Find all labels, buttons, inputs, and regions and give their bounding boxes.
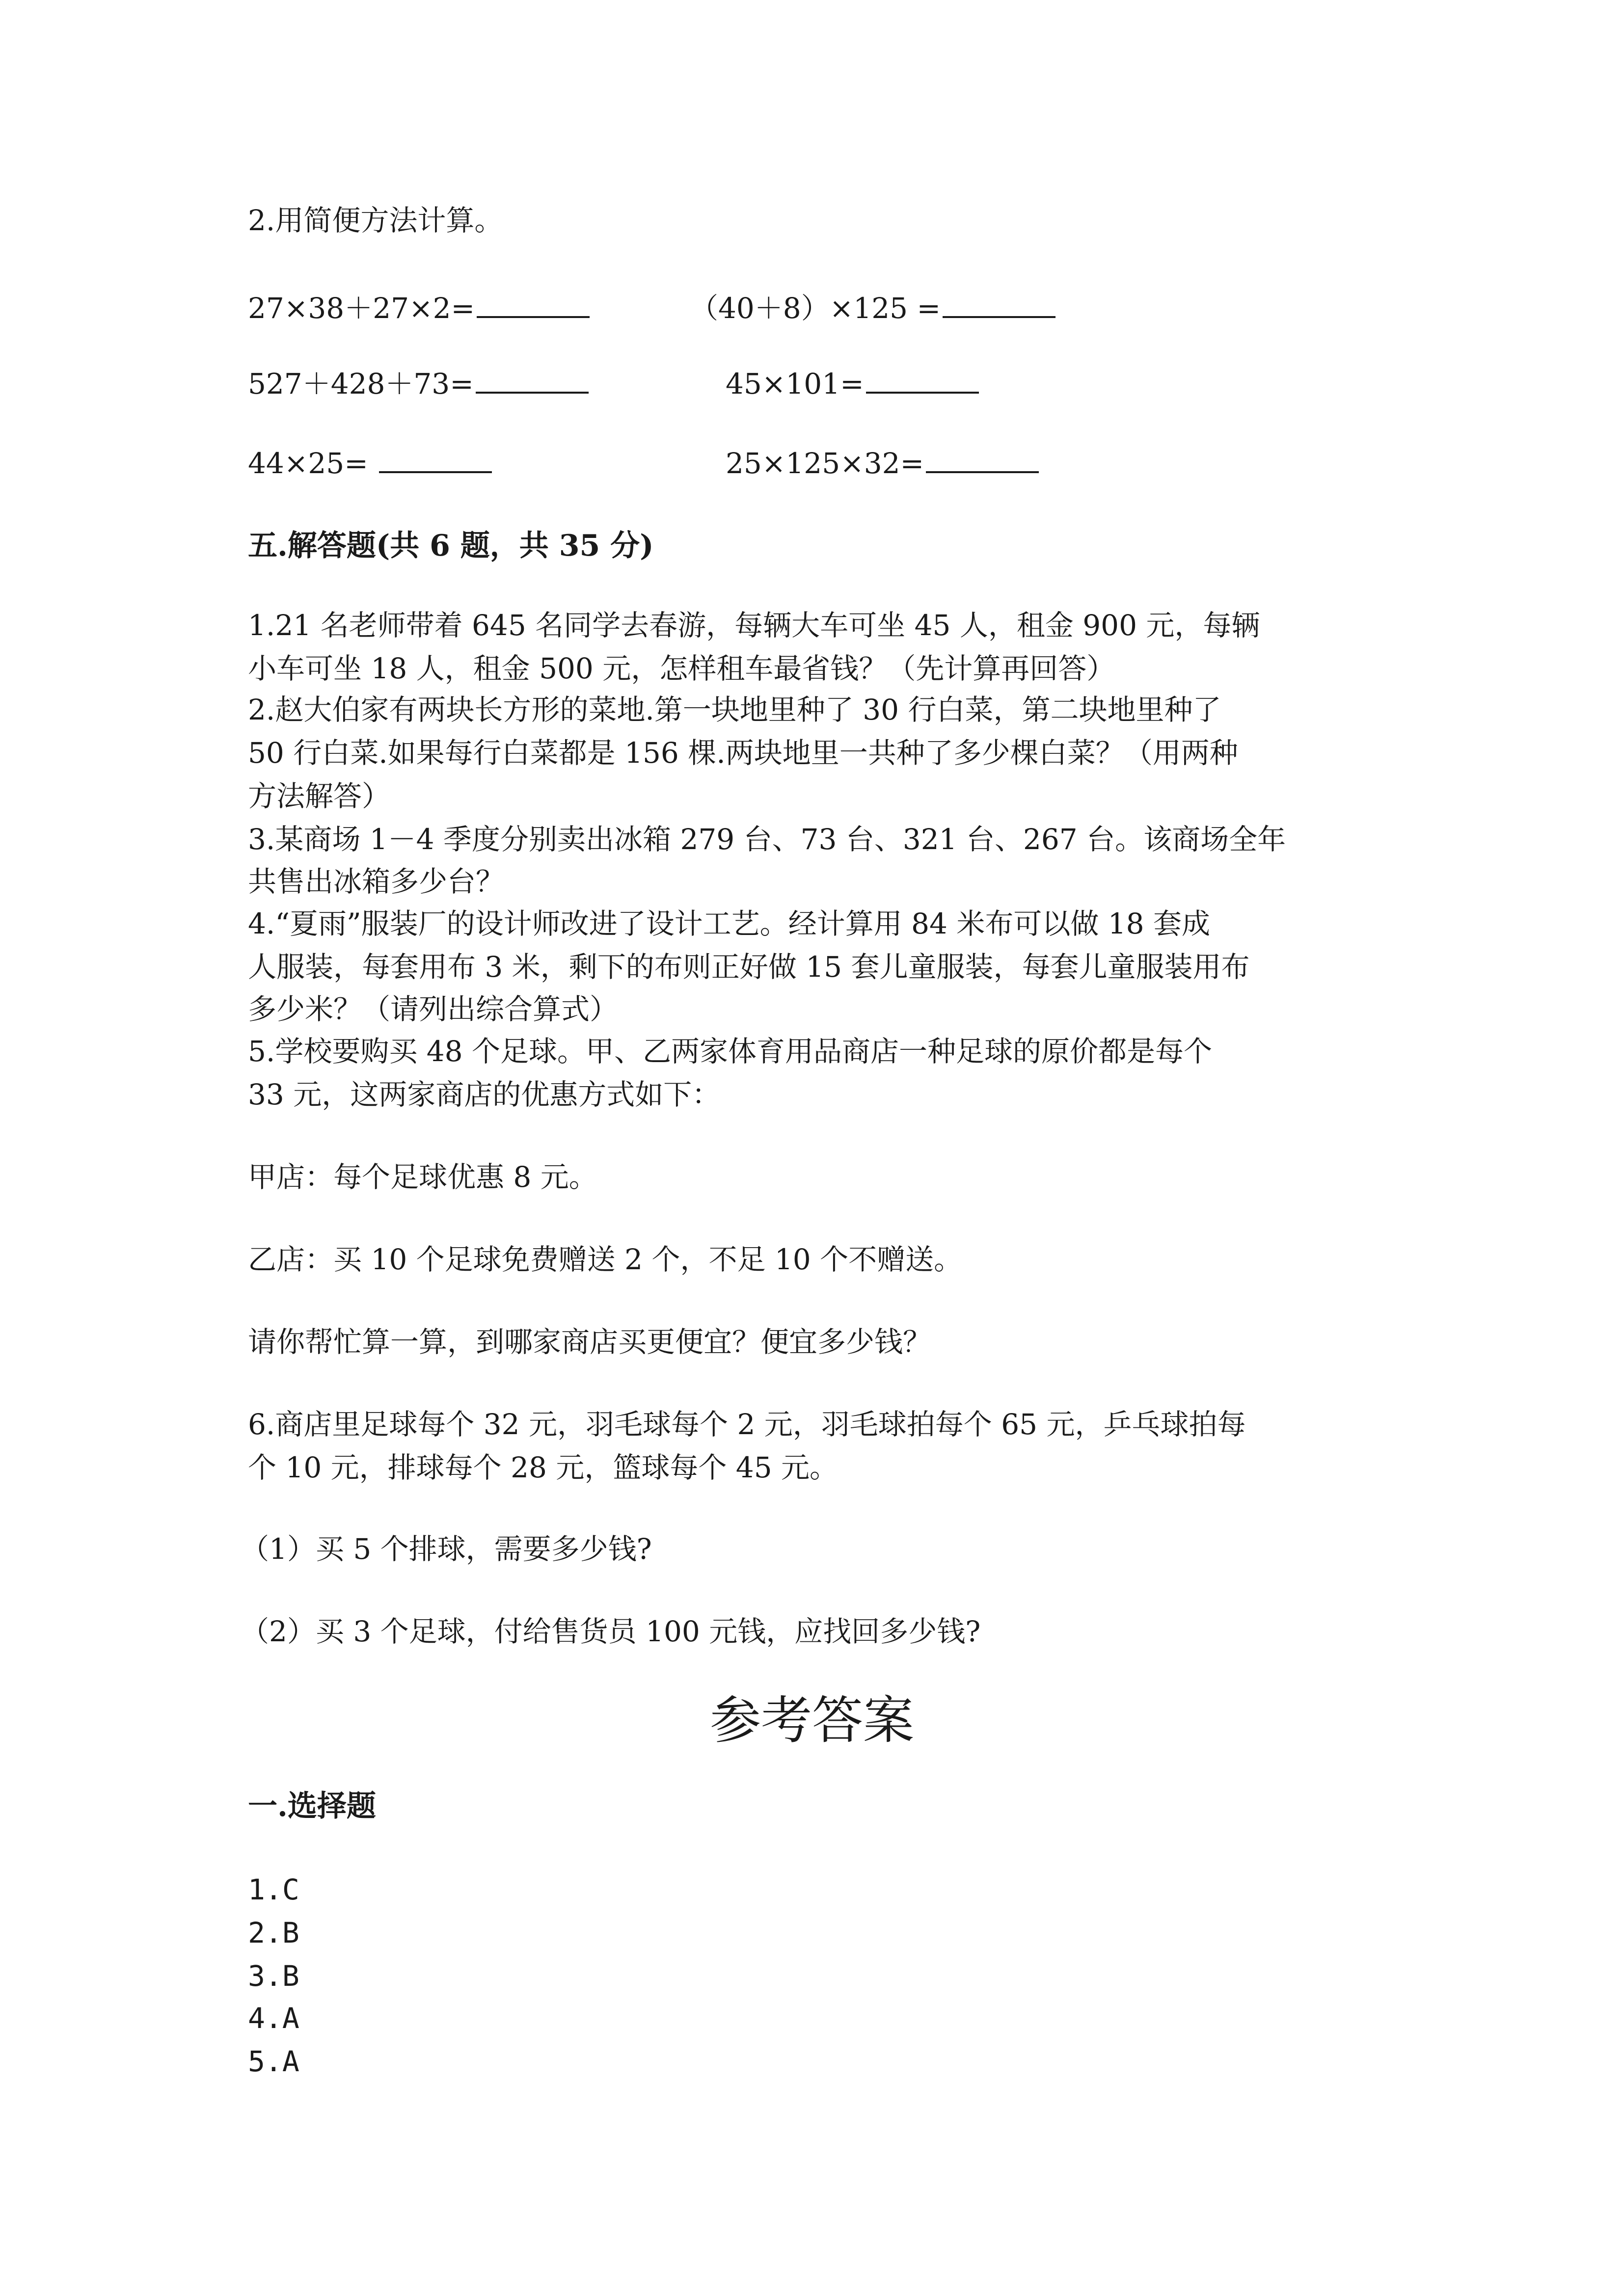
answer-blank[interactable] <box>926 448 1039 473</box>
answer-blank[interactable] <box>943 293 1056 318</box>
calc-title: 2.用简便方法计算。 <box>248 204 503 237</box>
answer-section-1-heading: 一.选择题 <box>248 1789 376 1823</box>
answer-key-title: 参考答案 <box>709 1690 914 1750</box>
shop-b-offer: 乙店：买 10 个足球免费赠送 2 个，不足 10 个不赠送。 <box>248 1243 963 1276</box>
calc-row-2-right <box>726 362 979 405</box>
problem-line: 33 元，这两家商店的优惠方式如下： <box>248 1078 721 1111</box>
problem-line: 多少米？（请列出综合算式） <box>248 992 619 1026</box>
calc-row-1-left <box>248 287 590 330</box>
problem-line: 50 行白菜.如果每行白菜都是 156 棵.两块地里一共种了多少棵白菜？（用两种 <box>248 736 1238 770</box>
calc-row-1-right <box>690 287 1056 330</box>
answer-item: 1.C <box>248 1873 299 1906</box>
answer-item: 2.B <box>248 1916 299 1949</box>
problem-line: 个 10 元，排球每个 28 元，篮球每个 45 元。 <box>248 1451 839 1484</box>
problem-line: 5.学校要购买 48 个足球。甲、乙两家体育用品商店一种足球的原价都是每个 <box>248 1035 1213 1068</box>
answer-item: 4.A <box>248 2002 299 2035</box>
problem-line: 2.赵大伯家有两块长方形的菜地.第一块地里种了 30 行白菜，第二块地里种了 <box>248 693 1221 726</box>
section-5-heading: 五.解答题(共 6 题，共 35 分) <box>248 529 654 563</box>
equation-text: 45×101= <box>726 367 864 400</box>
answer-item: 5.A <box>248 2045 299 2078</box>
equation-text: 25×125×32= <box>726 447 924 480</box>
calc-row-3-left <box>248 442 492 485</box>
problem-6-subquestion-2: （2）买 3 个足球，付给售货员 100 元钱，应找回多少钱? <box>241 1615 981 1648</box>
problem-line: 6.商店里足球每个 32 元，羽毛球每个 2 元，羽毛球拍每个 65 元，乒乓球拍每 <box>248 1408 1246 1441</box>
calc-row-3-right <box>726 442 1039 485</box>
answer-blank[interactable] <box>866 368 979 394</box>
answer-blank[interactable] <box>379 448 492 473</box>
problem-line: 共售出冰箱多少台？ <box>248 865 505 898</box>
problem-line: 人服装，每套用布 3 米，剩下的布则正好做 15 套儿童服装，每套儿童服装用布 <box>248 950 1250 984</box>
equation-text: 44×25= <box>248 447 378 480</box>
equation-text: （40＋8）×125 = <box>690 292 941 325</box>
equation-text: 27×38＋27×2= <box>248 292 475 325</box>
calc-row-2-left <box>248 362 589 405</box>
problem-line: 1.21 名老师带着 645 名同学去春游，每辆大车可坐 45 人，租金 900 元，每辆 <box>248 609 1260 642</box>
answer-blank[interactable] <box>477 293 590 318</box>
equation-text: 527＋428＋73= <box>248 367 474 400</box>
problem-line: 4.“夏雨”服装厂的设计师改进了设计工艺。经计算用 84 米布可以做 18 套成 <box>248 907 1210 940</box>
problem-line: 方法解答） <box>248 779 391 813</box>
problem-line: 小车可坐 18 人，租金 500 元，怎样租车最省钱？（先计算再回答） <box>248 652 1115 685</box>
answer-blank[interactable] <box>476 368 589 394</box>
shop-a-offer: 甲店：每个足球优惠 8 元。 <box>248 1160 597 1194</box>
problem-line: 3.某商场 1－4 季度分别卖出冰箱 279 台、73 台、321 台、267 台。该商场全年 <box>248 823 1286 856</box>
problem-6-subquestion-1: （1）买 5 个排球，需要多少钱? <box>241 1532 652 1566</box>
answer-item: 3.B <box>248 1959 299 1993</box>
problem-5-question: 请你帮忙算一算，到哪家商店买更便宜？便宜多少钱？ <box>248 1325 932 1359</box>
